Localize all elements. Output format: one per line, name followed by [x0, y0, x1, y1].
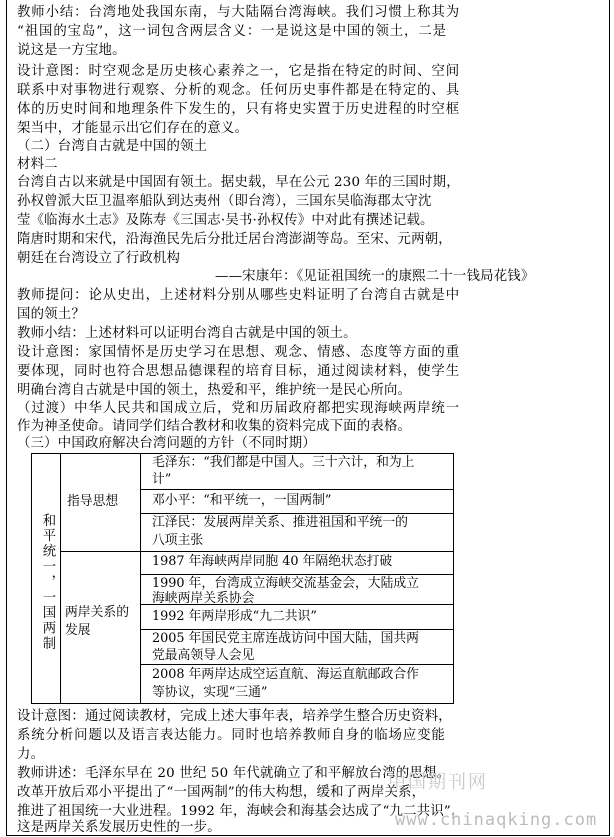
material-line-2: 孙权曾派大臣卫温率船队到达夷州（即台湾），三国东吴临海郡太守沈: [17, 194, 432, 209]
policy-label: 和平统一，一国两制: [40, 512, 55, 652]
guide-item-3-line-1: 江泽民：发展两岸关系、推进祖国和平统一的: [152, 515, 408, 530]
material-line-1: 台湾自古以来就是中国固有领土。据史载，早在公元 230 年的三国时期，: [17, 175, 460, 190]
relation-item-5-line-2: 等协议，实现“三通”: [152, 685, 268, 700]
watermark-url: www.chinaqking.com: [395, 810, 598, 830]
narration-line-3: 推进了祖国统一大业进程。1992 年，海峡会和海基会达成了“九二共识”，: [17, 804, 465, 819]
relation-label-line-2: 发展: [65, 623, 91, 638]
material-line-4: 隋唐时期和宋代，沿海渔民先后分批迁居台湾澎湖等岛。至宋、元两朝，: [17, 232, 452, 247]
question-line-1: 教师提问：论从史出，上述材料分别从哪些史料证明了台湾自古就是中: [17, 288, 461, 303]
material-line-3: 莹《临海水土志》及陈寿《三国志·吴书·孙权传》中对此有撰述记载。: [17, 213, 434, 228]
relation-label-line-1: 两岸关系的: [65, 605, 129, 620]
summary-line-1: 教师小结：台湾地处我国东南，与大陆隔台湾海峡。我们习惯上称其为: [17, 5, 461, 20]
design-line-4: 架当中，才能显示出它们存在的意义。: [17, 121, 249, 136]
summary-two: 教师小结：上述材料可以证明台湾自古就是中国的领土。: [17, 326, 357, 341]
section-two-title: （二）台湾自古就是中国的领土: [17, 139, 208, 154]
material-label: 材料二: [17, 157, 58, 172]
transition-line-1: （过渡）中华人民共和国成立后，党和历届政府都把实现海峡两岸统一: [17, 401, 461, 416]
narration-line-1: 教师讲述：毛泽东早在 20 世纪 50 年代就确立了和平解放台湾的思想。: [17, 766, 451, 781]
page-frame: [6, 0, 610, 836]
relation-item-3: 1992 年两岸形成“九二共识”: [152, 609, 317, 624]
design-line-1: 设计意图：时空观念是历史核心素养之一，它是指在特定的时间、空间: [17, 64, 461, 79]
summary-line-2: “祖国的宝岛”，这一词包含两层含义：一是说这是中国的领土，二是: [17, 24, 447, 39]
design-two-line-1: 设计意图：家国情怀是历史学习在思想、观念、情感、态度等方面的重: [17, 345, 461, 360]
relation-item-4-line-1: 2005 年国民党主席连战访问中国大陆，国共两: [152, 631, 419, 646]
question-line-2: 国的领土？: [17, 307, 85, 322]
guide-item-1-line-2: 计”: [152, 472, 172, 487]
design-two-line-3: 明确台湾自古就是中国的领土，热爱和平，维护统一是民心所向。: [17, 383, 412, 398]
design-two-line-2: 要体现，同时也符合思想品德课程的培育目标，通过阅读材料，使学生: [17, 364, 461, 379]
design-three-line-2: 系统分析问题以及语言表达能力。同时也培养教师自身的临场应变能: [17, 728, 446, 743]
summary-line-3: 说这是一方宝地。: [17, 43, 126, 58]
design-three-line-1: 设计意图：通过阅读教材，完成上述大事年表，培养学生整合历史资料，: [17, 709, 452, 724]
transition-line-2: 作为神圣使命。请同学们结合教材和收集的资料完成下面的表格。: [17, 419, 412, 434]
guide-item-2: 邓小平：“和平统一，一国两制”: [152, 493, 332, 508]
design-line-2: 联系中对事物进行观察、分析的观念。任何历史事件都是在特定的、具: [17, 83, 461, 98]
policy-table: [31, 453, 454, 704]
relation-item-4-line-2: 党最高领导人会见: [152, 648, 255, 663]
design-three-line-3: 力。: [17, 747, 45, 762]
section-three-title: （三）中国政府解决台湾问题的方针（不同时期）: [17, 436, 316, 451]
guide-item-3-line-2: 八项主张: [152, 533, 204, 548]
narration-line-2: 改革开放后邓小平提出了“一国两制”的伟大构想，缓和了两岸关系，: [17, 785, 426, 800]
material-source: ——宋康年：《见证祖国统一的康熙二十一钱局花钱》: [215, 269, 535, 284]
design-line-3: 体的历史时间和地理条件下发生的，只有将史实置于历史进程的时空框: [17, 102, 461, 117]
relation-item-5-line-1: 2008 年两岸达成空运直航、海运直航邮政合作: [152, 667, 419, 682]
guide-item-1-line-1: 毛泽东：“我们都是中国人。三十六计，和为上: [152, 455, 415, 470]
material-line-5: 朝廷在台湾设立了行政机构: [17, 251, 181, 266]
watermark-logo-text: 中国期刊网: [388, 772, 488, 793]
guide-label: 指导思想: [67, 494, 119, 509]
relation-item-1: 1987 年海峡两岸同胞 40 年隔绝状态打破: [152, 554, 393, 569]
relation-item-2-line-1: 1990 年，台湾成立海峡交流基金会，大陆成立: [152, 576, 419, 591]
narration-line-4: 这是两岸关系发展历史性的一步。: [17, 820, 221, 835]
relation-item-2-line-2: 海峡两岸关系协会: [152, 591, 255, 606]
